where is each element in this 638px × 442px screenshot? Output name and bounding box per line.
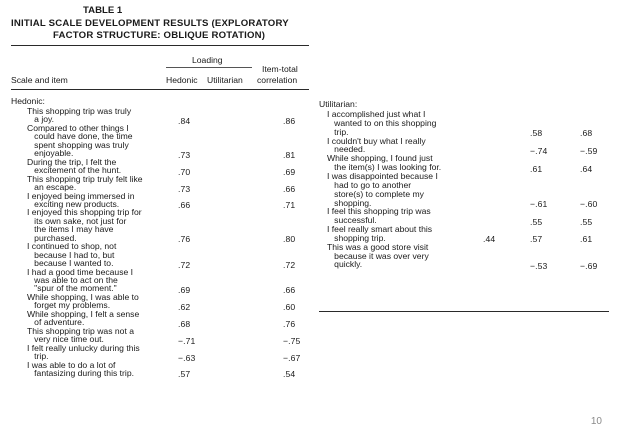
- item-total-correlation: −.59: [580, 145, 598, 156]
- utilitarian-loading: .57: [530, 234, 543, 245]
- item-text-line: successful.: [327, 215, 377, 226]
- item-total-correlation: −.75: [283, 335, 301, 346]
- item-total-correlation: .60: [283, 301, 296, 312]
- hedonic-loading: .44: [483, 234, 496, 245]
- hedonic-header: Hedonic: [166, 75, 198, 85]
- table-title-line-1: INITIAL SCALE DEVELOPMENT RESULTS (EXPLORATORY: [11, 18, 289, 29]
- utilitarian-loading: −.74: [530, 145, 548, 156]
- item-text-line: the item(s) I was looking for.: [327, 162, 442, 173]
- item-text-line: very nice time out.: [27, 334, 104, 345]
- item-text-line: spent shopping was truly: [27, 139, 129, 150]
- item-text-line: needed.: [327, 144, 366, 155]
- item-text-line: I was disappointed because I: [327, 170, 438, 181]
- item-text-line: I had a good time because I: [27, 266, 134, 277]
- hedonic-loading: .76: [178, 234, 191, 245]
- item-total-correlation: .80: [283, 234, 296, 245]
- item-text-line: an escape.: [27, 182, 77, 193]
- hedonic-loading: .57: [178, 369, 191, 380]
- hedonic-scale-label: Hedonic:: [11, 96, 45, 106]
- right-block-bottom-rule: [319, 311, 609, 312]
- header-bottom-rule: [11, 89, 309, 90]
- item-text-line: purchased.: [27, 232, 77, 243]
- item-text-line: While shopping, I was able to: [27, 291, 139, 302]
- hedonic-loading: .69: [178, 284, 191, 295]
- item-text-line: the items I may have: [27, 224, 114, 235]
- slide-number: 10: [590, 416, 602, 427]
- item-text-line: I continued to shop, not: [27, 241, 117, 252]
- item-total-correlation: .64: [580, 163, 593, 174]
- table-label: TABLE 1: [83, 5, 123, 16]
- item-text-line: because it was over very: [327, 250, 429, 261]
- item-text-line: excitement of the hunt.: [27, 165, 122, 176]
- hedonic-loading: −.63: [178, 352, 196, 363]
- item-text-line: exciting new products.: [27, 198, 120, 209]
- hedonic-loading: .73: [178, 183, 191, 194]
- item-total-correlation: .71: [283, 200, 296, 211]
- utilitarian-loading: −.61: [530, 199, 548, 209]
- item-text-line: I accomplished just what I: [327, 109, 426, 119]
- item-text-line: During the trip, I felt the: [27, 156, 117, 167]
- item-total-correlation: .54: [283, 369, 296, 380]
- item-total-correlation: .69: [283, 166, 296, 177]
- item-total-correlation: .66: [283, 284, 296, 295]
- hedonic-loading: .70: [178, 166, 191, 177]
- item-total-correlation: .86: [283, 115, 296, 126]
- hedonic-loading: −.71: [178, 335, 196, 346]
- utilitarian-scale-label: Utilitarian:: [319, 99, 358, 109]
- item-total-correlation: .68: [580, 128, 593, 139]
- hedonic-loading: .72: [178, 259, 191, 270]
- item-text-line: a joy.: [27, 114, 55, 125]
- item-text-line: wanted to on this shopping: [327, 117, 437, 128]
- item-text-line: I felt really unlucky during this: [27, 342, 140, 353]
- hedonic-loading: .62: [178, 301, 191, 312]
- loading-header: Loading: [192, 55, 223, 65]
- item-text-line: because I wanted to.: [27, 258, 114, 269]
- hedonic-loading: .66: [178, 200, 191, 211]
- item-total-correlation: −.60: [580, 199, 598, 209]
- loading-underline: [166, 67, 252, 68]
- item-text-line: because I had to, but: [27, 249, 115, 260]
- item-text-line: "spur of the moment.": [27, 283, 117, 294]
- utilitarian-loading: .61: [530, 163, 543, 174]
- item-text-line: While shopping, I found just: [327, 153, 433, 164]
- item-text-line: I feel really smart about this: [327, 224, 433, 235]
- item-text-line: I couldn't buy what I really: [327, 135, 426, 146]
- item-total-header-line-1: Item-total: [262, 64, 298, 74]
- item-total-correlation: .81: [283, 149, 296, 160]
- item-text-line: I was able to do a lot of: [27, 359, 116, 370]
- hedonic-loading: .73: [178, 149, 191, 160]
- item-text-line: While shopping, I felt a sense: [27, 308, 140, 319]
- item-total-correlation: .72: [283, 259, 296, 270]
- item-total-correlation: .61: [580, 234, 593, 245]
- item-text-line: trip.: [27, 351, 49, 362]
- item-text-line: I enjoyed this shopping trip for: [27, 207, 142, 218]
- hedonic-loading: .68: [178, 318, 191, 329]
- utilitarian-header: Utilitarian: [207, 75, 243, 85]
- item-text-line: fantasizing during this trip.: [27, 367, 134, 378]
- item-text-line: shopping trip.: [327, 232, 386, 243]
- item-total-correlation: .76: [283, 318, 296, 329]
- item-total-correlation: −.69: [580, 260, 598, 271]
- scale-and-item-header: Scale and item: [11, 75, 68, 85]
- item-text-line: Compared to other things I: [27, 122, 129, 133]
- item-text-line: forget my problems.: [27, 300, 111, 311]
- item-text-line: had to go to another: [327, 179, 412, 190]
- utilitarian-loading: −.53: [530, 260, 548, 271]
- item-text-line: of adventure.: [27, 317, 85, 328]
- item-text-line: store(s) to complete my: [327, 188, 424, 199]
- header-top-rule: [11, 45, 309, 46]
- item-text-line: This shopping trip was truly: [27, 106, 132, 116]
- item-text-line: I enjoyed being immersed in: [27, 190, 135, 201]
- item-text-line: quickly.: [327, 259, 363, 270]
- item-text-line: was able to act on the: [27, 275, 118, 285]
- item-total-correlation: −.67: [283, 352, 301, 363]
- utilitarian-loading: .55: [530, 216, 543, 227]
- item-total-correlation: .66: [283, 183, 296, 194]
- item-text-line: This was a good store visit: [327, 241, 429, 252]
- table-title-line-2: FACTOR STRUCTURE: OBLIQUE ROTATION): [53, 30, 266, 41]
- item-text-line: could have done, the time: [27, 131, 133, 142]
- item-text-line: its own sake, not just for: [27, 215, 127, 226]
- item-text-line: This shopping trip was not a: [27, 325, 135, 336]
- item-text-line: shopping.: [327, 197, 372, 208]
- item-text-line: enjoyable.: [27, 148, 74, 159]
- item-text-line: This shopping trip truly felt like: [27, 173, 143, 184]
- item-text-line: I feel this shopping trip was: [327, 206, 431, 217]
- item-total-correlation: .55: [580, 216, 593, 227]
- item-text-line: trip.: [327, 126, 349, 137]
- utilitarian-loading: .58: [530, 128, 543, 139]
- item-total-header-line-2: correlation: [257, 75, 298, 85]
- hedonic-loading: .84: [178, 115, 191, 126]
